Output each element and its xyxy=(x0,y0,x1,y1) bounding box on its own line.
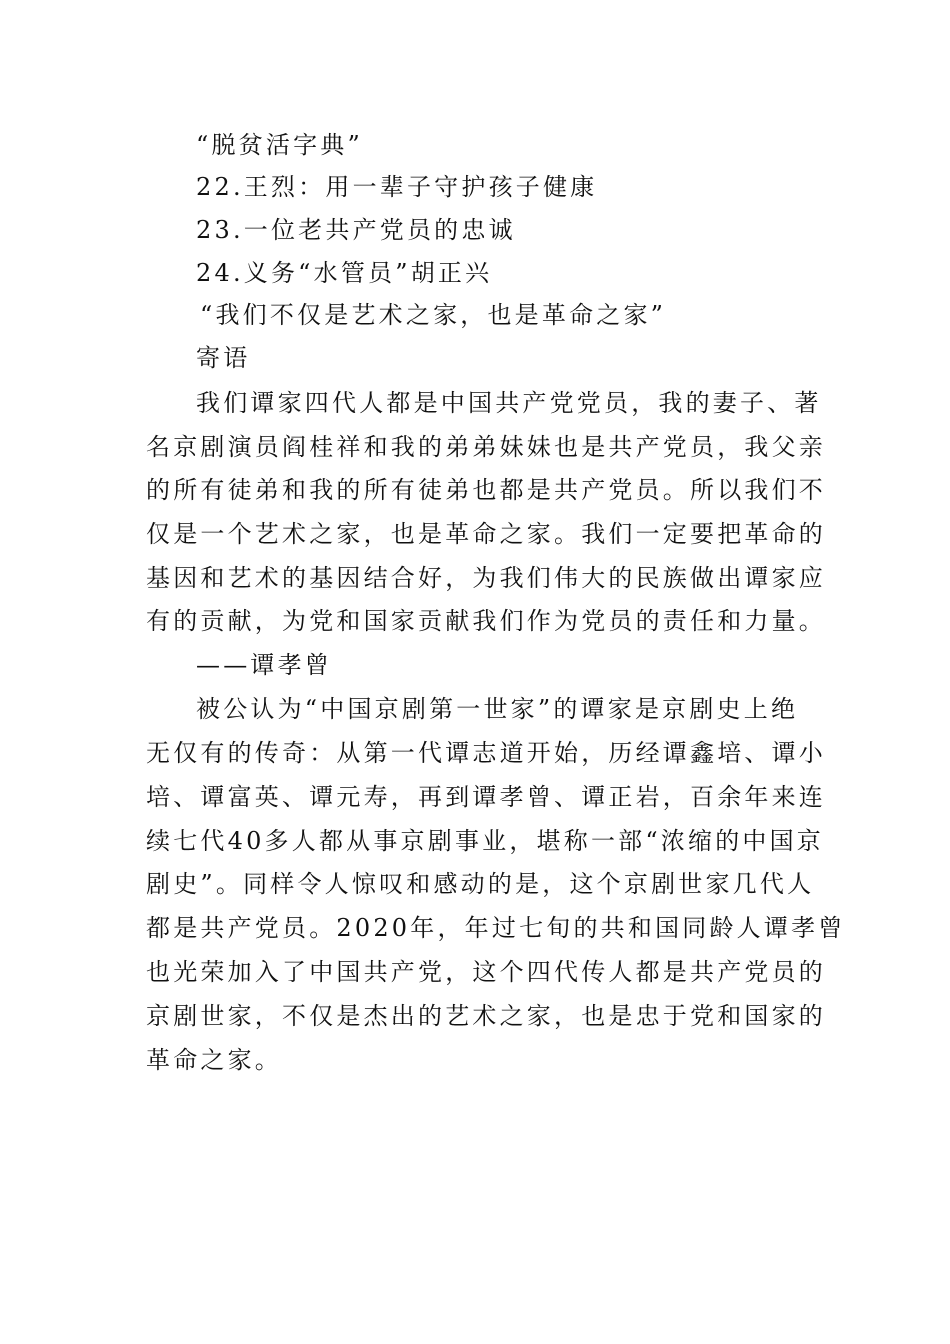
body-line: 革命之家。 xyxy=(146,1046,282,1074)
toc-item-22: 22.王烈：用一辈子守护孩子健康 xyxy=(196,173,598,201)
quote-line: 的所有徒弟和我的所有徒弟也都是共产党员。所以我们不 xyxy=(146,476,826,504)
toc-item-24: 24.义务“水管员”胡正兴 xyxy=(196,259,493,287)
article-title: “我们不仅是艺术之家，也是革命之家” xyxy=(200,301,667,329)
toc-item-23: 23.一位老共产党员的忠诚 xyxy=(196,216,516,244)
body-line: 也光荣加入了中国共产党，这个四代传人都是共产党员的 xyxy=(146,958,826,986)
quote-line: 名京剧演员阎桂祥和我的弟弟妹妹也是共产党员，我父亲 xyxy=(146,433,826,461)
quote-line: 有的贡献，为党和国家贡献我们作为党员的责任和力量。 xyxy=(146,607,826,635)
section-label: 寄语 xyxy=(196,344,251,372)
toc-item-21-continuation: “脱贫活字典” xyxy=(196,131,363,159)
quote-line: 我们谭家四代人都是中国共产党党员，我的妻子、著 xyxy=(196,389,822,417)
body-line: 京剧世家，不仅是杰出的艺术之家，也是忠于党和国家的 xyxy=(146,1002,826,1030)
body-line: 被公认为“中国京剧第一世家”的谭家是京剧史上绝 xyxy=(196,695,799,723)
body-line: 培、谭富英、谭元寿，再到谭孝曾、谭正岩，百余年来连 xyxy=(146,783,826,811)
body-line: 无仅有的传奇：从第一代谭志道开始，历经谭鑫培、谭小 xyxy=(146,739,826,767)
quote-line: 基因和艺术的基因结合好，为我们伟大的民族做出谭家应 xyxy=(146,564,826,592)
quote-line: 仅是一个艺术之家，也是革命之家。我们一定要把革命的 xyxy=(146,520,826,548)
body-line: 剧史”。同样令人惊叹和感动的是，这个京剧世家几代人 xyxy=(146,870,815,898)
body-line: 都是共产党员。2020年，年过七旬的共和国同龄人谭孝曾 xyxy=(146,914,846,942)
signature: ——谭孝曾 xyxy=(196,651,332,679)
body-line: 续七代40多人都从事京剧事业，堪称一部“浓缩的中国京 xyxy=(146,827,825,855)
